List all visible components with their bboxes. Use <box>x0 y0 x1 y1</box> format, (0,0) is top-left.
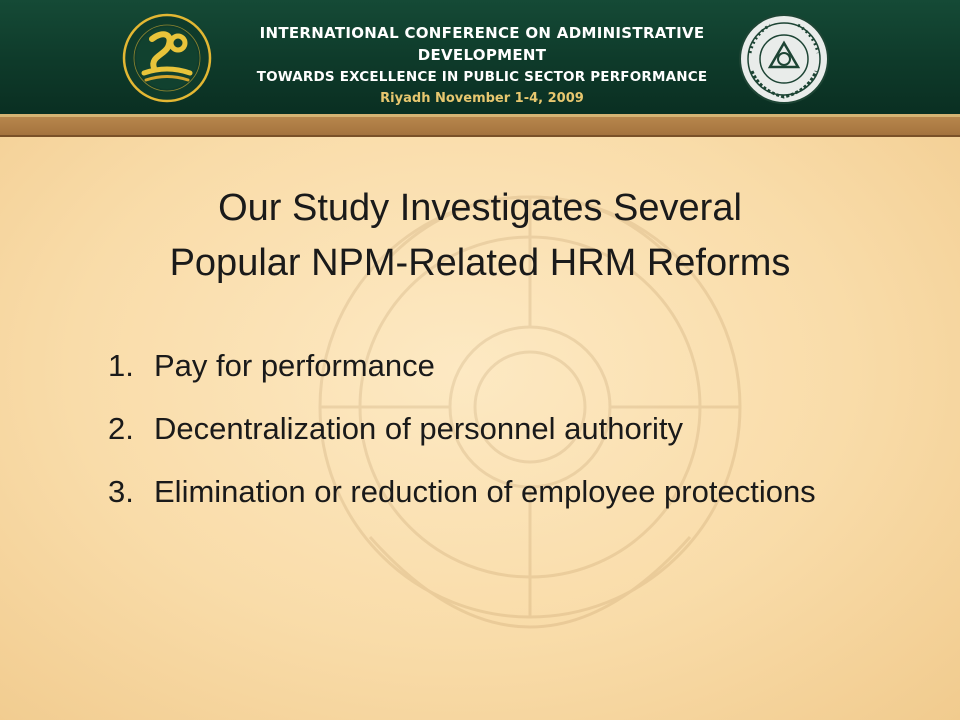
conference-theme: TOWARDS EXCELLENCE IN PUBLIC SECTOR PERFORMANCE <box>256 69 708 85</box>
list-item-text: Pay for performance <box>154 348 435 383</box>
slide-title-line1: Our Study Investigates Several <box>218 187 742 229</box>
conference-header <box>0 0 960 114</box>
conference-name: INTERNATIONAL CONFERENCE ON ADMINISTRATIVE DEVELOPMENT <box>259 24 705 64</box>
list-item <box>108 345 908 386</box>
list-item-text: Decentralization of personnel authority <box>154 411 684 446</box>
anniversary-50-logo-icon <box>122 13 212 103</box>
slide-title-line2: Popular NPM-Related HRM Reforms <box>169 242 791 284</box>
list-item-text: Elimination or reduction of employee protections <box>154 474 816 509</box>
list-item-number: 3. <box>108 474 134 509</box>
slide-title <box>30 181 930 291</box>
institute-seal-logo-icon <box>736 13 832 105</box>
list-item <box>108 408 908 449</box>
list-item-number: 2. <box>108 411 134 446</box>
reform-list <box>108 345 908 534</box>
conference-banner <box>232 22 732 110</box>
list-item-number: 1. <box>108 348 134 383</box>
header-divider <box>0 117 960 135</box>
conference-location-date: Riyadh November 1-4, 2009 <box>380 91 584 106</box>
list-item <box>108 471 908 512</box>
slide-content <box>0 137 960 720</box>
